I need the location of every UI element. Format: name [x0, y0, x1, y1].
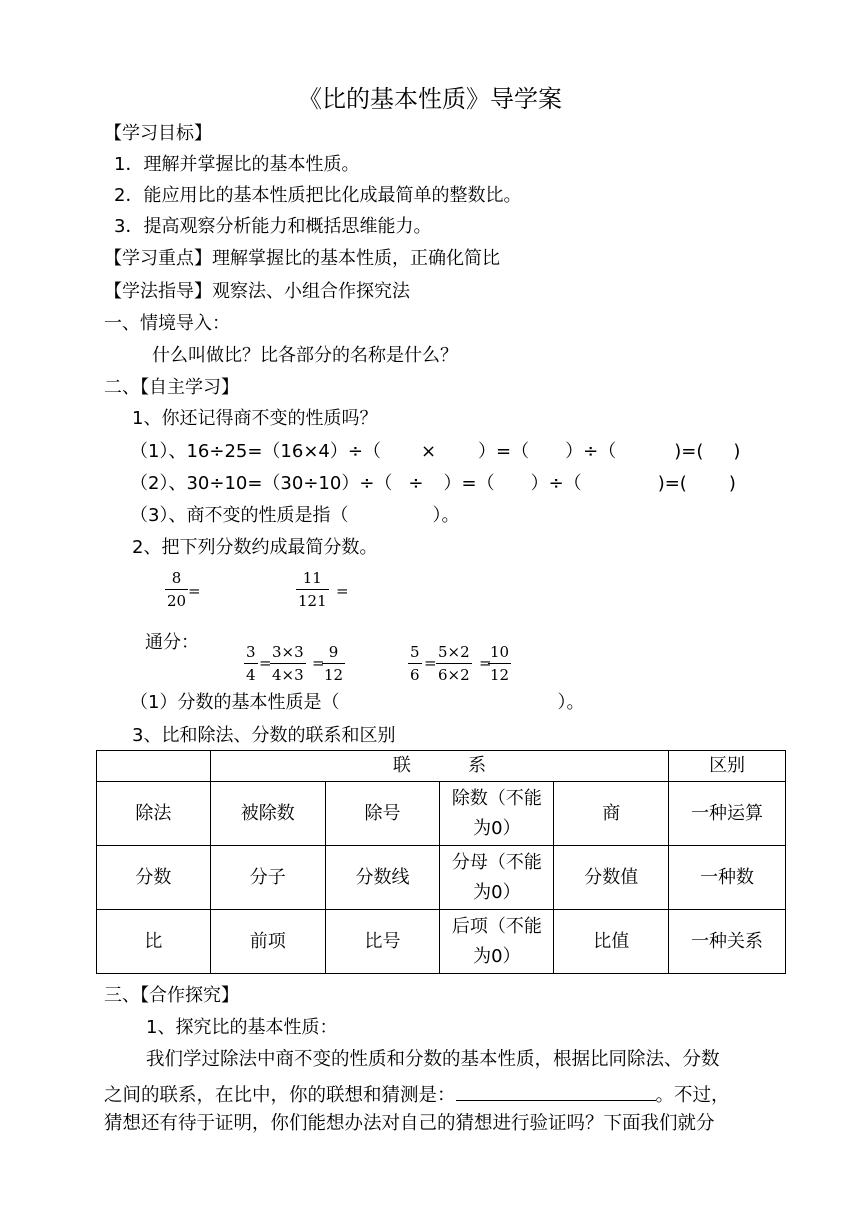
comparison-table: [96, 750, 786, 974]
fraction-11-121: 11 121: [298, 569, 327, 610]
equals-sign: =: [259, 654, 272, 672]
table-cell: 一种数: [669, 846, 786, 910]
section3-para-line: 猜想还有待于证明，你们能想办法对自己的猜想进行验证吗？下面我们就分: [104, 1113, 715, 1134]
table-row: [97, 910, 786, 974]
table-cell: 除数（不能 为0）: [440, 782, 554, 846]
fraction: 3 4: [246, 643, 256, 684]
q2-text: 2、把下列分数约成最简分数。: [132, 537, 378, 558]
fraction: 10 12: [490, 643, 510, 684]
table-header-row: [97, 751, 786, 782]
fraction-8-20: 8 20: [167, 569, 187, 610]
fraction: 5 6: [410, 643, 420, 684]
fraction: 9 12: [324, 643, 344, 684]
q1-text: 1、你还记得商不变的性质吗？: [132, 408, 378, 429]
table-header-diff: 区别: [669, 751, 786, 782]
table-cell: 比值: [554, 910, 669, 974]
goals-heading: 【学习目标】: [104, 123, 212, 144]
table-cell: 商: [554, 782, 669, 846]
table-header-empty: [97, 751, 211, 782]
answer-blank[interactable]: [456, 1080, 656, 1101]
page-title: 《比的基本性质》导学案: [298, 85, 562, 113]
section3-heading: 三、【合作探究】: [104, 985, 239, 1006]
equals-sign: =: [188, 582, 201, 600]
table-cell: 除法: [97, 782, 211, 846]
tongfen-label: 通分：: [145, 632, 199, 653]
equals-sign: =: [312, 654, 325, 672]
table-cell: 分数: [97, 846, 211, 910]
table-cell: 比号: [325, 910, 440, 974]
table-row: [97, 846, 786, 910]
key-point: 【学习重点】理解掌握比的基本性质，正确化简比: [104, 248, 500, 269]
section3-para-line: 我们学过除法中商不变的性质和分数的基本性质，根据比同除法、分数: [146, 1049, 720, 1070]
section3-para-line: 之间的联系，在比中，你的联想和猜测是： 。不过，: [104, 1080, 730, 1108]
table-cell: 被除数: [210, 782, 325, 846]
q1-line-2: （2）、30÷10=（30÷10）÷（ ÷ ）=（ ）÷（ )=( ): [130, 473, 736, 494]
table-cell: 一种运算: [669, 782, 786, 846]
fraction: 3×3 4×3: [272, 643, 304, 684]
equals-sign: =: [479, 654, 492, 672]
table-cell: 前项: [210, 910, 325, 974]
table-cell: 分母（不能 为0）: [440, 846, 554, 910]
q1-line-3: （3）、商不变的性质是指（ ）。: [130, 505, 460, 526]
section1-heading: 一、情境导入：: [104, 313, 230, 334]
equals-sign: =: [424, 654, 437, 672]
table-cell: 一种关系: [669, 910, 786, 974]
q1-line-1: （1）、16÷25=（16×4）÷（ × ）=（ ）÷（ )=( ): [130, 441, 741, 462]
section1-question: 什么叫做比？比各部分的名称是什么？: [152, 345, 458, 366]
table-cell: 比: [97, 910, 211, 974]
method: 【学法指导】观察法、小组合作探究法: [104, 281, 410, 302]
table-cell: 分数值: [554, 846, 669, 910]
fraction-property: （1）分数的基本性质是（ ）。: [130, 692, 585, 713]
section3-q1: 1、探究比的基本性质：: [146, 1017, 338, 1038]
goal-item: 3．提高观察分析能力和概括思维能力。: [114, 216, 432, 237]
q3-text: 3、比和除法、分数的联系和区别: [132, 725, 396, 746]
equals-sign: =: [336, 582, 349, 600]
fraction: 5×2 6×2: [438, 643, 470, 684]
table-cell: 后项（不能 为0）: [440, 910, 554, 974]
table-cell: 分子: [210, 846, 325, 910]
table-row: [97, 782, 786, 846]
goal-item: 1．理解并掌握比的基本性质。: [114, 154, 360, 175]
table-cell: 除号: [325, 782, 440, 846]
section2-heading: 二、【自主学习】: [104, 377, 239, 398]
table-cell: 分数线: [325, 846, 440, 910]
table-header-link: 联 系: [210, 751, 668, 782]
goal-item: 2．能应用比的基本性质把比化成最简单的整数比。: [114, 185, 522, 206]
